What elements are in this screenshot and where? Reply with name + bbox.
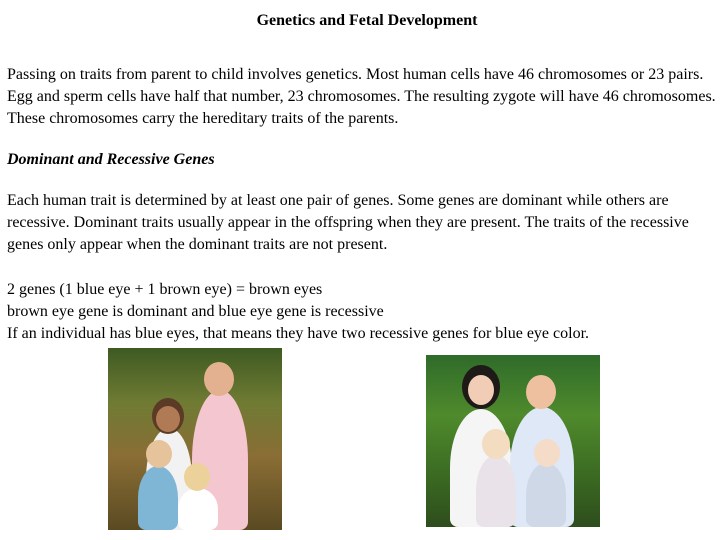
eye-color-notes [7,279,589,345]
section-heading: Dominant and Recessive Genes [7,151,215,168]
note-line-1: 2 genes (1 blue eye + 1 brown eye) = brown eyes [7,281,323,298]
page-title: Genetics and Fetal Development [256,12,478,29]
intro-paragraph: Passing on traits from parent to child involves genetics. Most human cells have 46 chromosomes or 23 pairs. Egg and sperm cells have half that number, 23 chromosomes. The resulting zygote will have 46 chromosomes. These chromosomes carry the hereditary traits of the parents. [7,66,716,127]
family-photo-2 [426,355,600,527]
note-line-2: brown eye gene is dominant and blue eye gene is recessive [7,303,384,320]
family-photo-1 [108,348,282,530]
note-line-3: If an individual has blue eyes, that means they have two recessive genes for blue eye color. [7,325,590,342]
body-paragraph: Each human trait is determined by at least one pair of genes. Some genes are dominant while others are recessive. Dominant traits usually appear in the offspring when they are present. The traits of the recessive genes only appear when the dominant traits are not present. [7,192,689,253]
